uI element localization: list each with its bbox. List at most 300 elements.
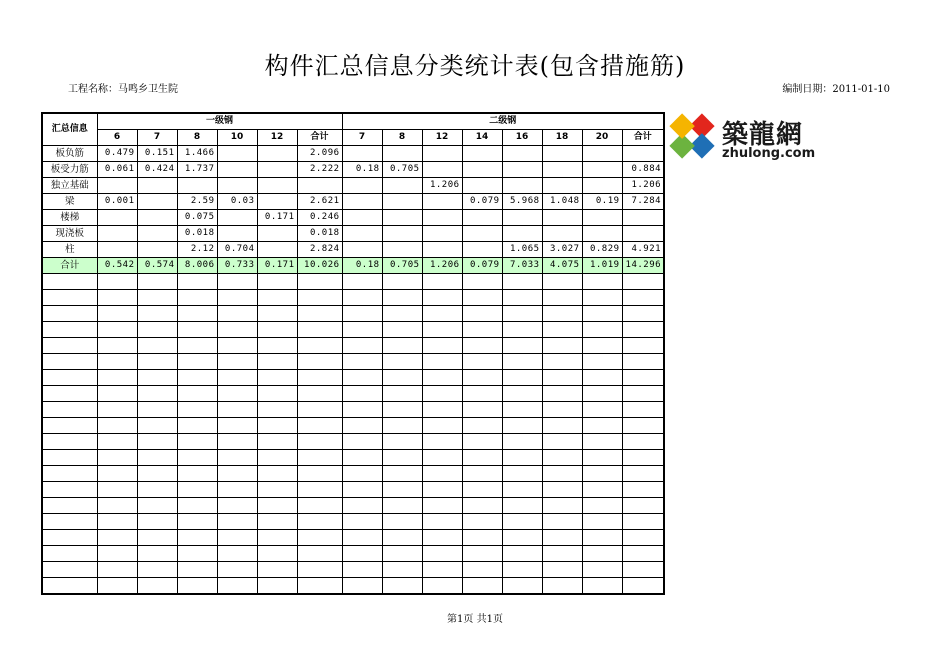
group-header-grade1: 一级钢 [97,113,342,130]
table-cell [422,162,462,178]
empty-cell [42,322,97,338]
empty-cell [422,402,462,418]
empty-cell [217,546,257,562]
empty-cell [42,290,97,306]
empty-cell [97,322,137,338]
empty-cell [137,466,177,482]
table-cell: 0.018 [297,226,342,242]
table-cell [97,226,137,242]
empty-cell [177,322,217,338]
empty-cell [97,370,137,386]
table-cell: 0.733 [217,258,257,274]
table-row [42,210,664,226]
table-cell [462,242,502,258]
empty-cell [502,274,542,290]
empty-cell [137,290,177,306]
empty-cell [42,274,97,290]
table-cell [582,226,622,242]
empty-cell [422,370,462,386]
empty-cell [462,482,502,498]
empty-cell [297,514,342,530]
empty-cell [622,370,664,386]
table-cell: 0.705 [382,258,422,274]
empty-cell [97,482,137,498]
column-header: 7 [342,130,382,146]
table-cell [342,210,382,226]
table-cell [422,226,462,242]
table-cell [542,178,582,194]
empty-cell [542,514,582,530]
table-cell [582,210,622,226]
empty-cell [622,498,664,514]
empty-cell [297,450,342,466]
empty-cell [382,498,422,514]
table-cell: 0.03 [217,194,257,210]
empty-cell [542,482,582,498]
table-cell [462,146,502,162]
table-cell [257,226,297,242]
empty-cell [382,562,422,578]
table-cell: 1.206 [622,178,664,194]
empty-cell [542,450,582,466]
table-cell: 0.542 [97,258,137,274]
table-cell [622,146,664,162]
table-cell: 14.296 [622,258,664,274]
empty-row [42,434,664,450]
empty-row [42,466,664,482]
table-cell [502,178,542,194]
empty-cell [97,306,137,322]
logo-mark-icon [666,110,718,162]
empty-cell [622,386,664,402]
page-footer: 第1页 共1页 [447,614,503,625]
empty-cell [422,274,462,290]
empty-cell [42,434,97,450]
table-cell: 1.065 [502,242,542,258]
empty-cell [257,370,297,386]
empty-cell [542,322,582,338]
table-cell [462,178,502,194]
table-cell [342,194,382,210]
empty-row [42,418,664,434]
empty-cell [297,498,342,514]
empty-cell [502,322,542,338]
summary-table [41,112,665,595]
empty-cell [462,322,502,338]
empty-cell [297,578,342,595]
empty-cell [297,386,342,402]
empty-cell [542,434,582,450]
empty-cell [97,466,137,482]
empty-cell [622,322,664,338]
table-cell: 8.006 [177,258,217,274]
empty-cell [582,322,622,338]
empty-cell [42,338,97,354]
empty-cell [217,578,257,595]
empty-cell [542,354,582,370]
empty-cell [582,514,622,530]
table-cell: 0.079 [462,258,502,274]
empty-cell [382,418,422,434]
empty-cell [502,514,542,530]
table-cell [257,242,297,258]
empty-cell [582,274,622,290]
empty-cell [582,338,622,354]
table-cell [137,242,177,258]
empty-cell [177,386,217,402]
row-label: 梁 [42,194,97,210]
empty-cell [97,578,137,595]
empty-cell [177,578,217,595]
table-cell: 0.18 [342,258,382,274]
table-row [42,146,664,162]
table-cell: 2.621 [297,194,342,210]
table-cell [342,242,382,258]
empty-row [42,530,664,546]
table-cell [382,146,422,162]
logo-name: 築龍網 [722,120,804,150]
empty-cell [257,402,297,418]
empty-cell [382,386,422,402]
empty-cell [137,562,177,578]
empty-cell [422,306,462,322]
empty-cell [342,514,382,530]
column-header: 6 [97,130,137,146]
table-row [42,162,664,178]
table-cell [217,210,257,226]
empty-cell [297,306,342,322]
empty-cell [257,418,297,434]
empty-cell [177,498,217,514]
empty-cell [217,466,257,482]
empty-cell [257,274,297,290]
empty-cell [582,306,622,322]
empty-cell [502,498,542,514]
empty-cell [177,418,217,434]
empty-cell [342,306,382,322]
empty-cell [622,306,664,322]
empty-cell [137,498,177,514]
empty-cell [502,354,542,370]
empty-cell [97,530,137,546]
empty-cell [422,338,462,354]
empty-cell [137,418,177,434]
table-cell: 2.222 [297,162,342,178]
table-cell [542,146,582,162]
empty-cell [297,322,342,338]
row-label: 现浇板 [42,226,97,242]
compile-date: 编制日期：2011-01-10 [782,84,890,95]
table-cell [382,226,422,242]
empty-cell [582,546,622,562]
empty-cell [217,306,257,322]
table-cell [137,194,177,210]
project-name: 工程名称：马鸣乡卫生院 [68,84,178,95]
empty-cell [217,450,257,466]
empty-cell [622,402,664,418]
table-cell [257,162,297,178]
empty-cell [257,498,297,514]
empty-row [42,498,664,514]
empty-cell [502,578,542,595]
empty-cell [257,322,297,338]
empty-cell [42,402,97,418]
empty-cell [622,354,664,370]
empty-cell [42,562,97,578]
table-cell: 5.968 [502,194,542,210]
empty-cell [137,354,177,370]
empty-row [42,354,664,370]
empty-cell [257,578,297,595]
table-cell [582,178,622,194]
empty-cell [217,290,257,306]
empty-cell [462,530,502,546]
empty-cell [137,322,177,338]
empty-cell [342,498,382,514]
empty-cell [542,386,582,402]
empty-cell [257,306,297,322]
table-cell [382,242,422,258]
empty-cell [42,450,97,466]
empty-cell [422,354,462,370]
empty-cell [177,546,217,562]
table-cell: 4.075 [542,258,582,274]
empty-cell [462,498,502,514]
empty-row [42,322,664,338]
empty-cell [177,306,217,322]
table-cell [137,210,177,226]
empty-cell [297,418,342,434]
table-cell [542,226,582,242]
table-row [42,194,664,210]
empty-cell [542,370,582,386]
empty-cell [382,578,422,595]
table-cell [622,210,664,226]
empty-cell [342,530,382,546]
table-cell [582,162,622,178]
empty-cell [542,578,582,595]
empty-cell [137,482,177,498]
column-header: 14 [462,130,502,146]
empty-cell [97,434,137,450]
empty-cell [542,466,582,482]
empty-cell [462,546,502,562]
logo-site: zhulong.com [722,146,816,161]
empty-cell [622,530,664,546]
empty-cell [297,370,342,386]
empty-cell [342,578,382,595]
table-cell: 1.737 [177,162,217,178]
empty-cell [462,402,502,418]
table-cell [97,210,137,226]
empty-cell [582,450,622,466]
empty-cell [137,578,177,595]
empty-cell [42,530,97,546]
column-header: 合计 [622,130,664,146]
table-cell [382,178,422,194]
table-cell: 0.151 [137,146,177,162]
table-cell [502,210,542,226]
empty-cell [217,354,257,370]
column-header: 12 [257,130,297,146]
empty-cell [217,386,257,402]
empty-cell [542,306,582,322]
empty-cell [342,466,382,482]
empty-cell [217,338,257,354]
table-cell [542,210,582,226]
empty-cell [502,546,542,562]
empty-cell [582,530,622,546]
column-header: 20 [582,130,622,146]
empty-cell [97,498,137,514]
table-cell [422,194,462,210]
empty-cell [342,386,382,402]
table-cell [422,146,462,162]
empty-cell [462,306,502,322]
table-cell: 0.479 [97,146,137,162]
empty-cell [462,578,502,595]
table-cell [622,226,664,242]
empty-cell [42,418,97,434]
empty-cell [382,274,422,290]
empty-cell [422,482,462,498]
empty-cell [502,370,542,386]
empty-cell [382,370,422,386]
empty-cell [622,338,664,354]
table-cell: 0.424 [137,162,177,178]
empty-cell [257,466,297,482]
empty-cell [502,338,542,354]
empty-cell [462,514,502,530]
table-cell [342,178,382,194]
column-header: 8 [382,130,422,146]
empty-cell [297,274,342,290]
empty-cell [542,402,582,418]
empty-cell [582,434,622,450]
empty-cell [382,402,422,418]
empty-cell [422,450,462,466]
empty-cell [462,434,502,450]
table-row [42,178,664,194]
empty-cell [177,434,217,450]
table-cell: 0.705 [382,162,422,178]
empty-cell [297,434,342,450]
empty-cell [422,562,462,578]
empty-cell [342,290,382,306]
empty-cell [42,498,97,514]
empty-cell [502,434,542,450]
table-cell: 10.026 [297,258,342,274]
empty-cell [297,338,342,354]
empty-cell [382,530,422,546]
empty-cell [422,514,462,530]
empty-cell [382,306,422,322]
table-cell [257,146,297,162]
empty-cell [137,402,177,418]
table-cell: 0.001 [97,194,137,210]
empty-cell [97,562,137,578]
empty-cell [42,482,97,498]
empty-cell [217,514,257,530]
empty-cell [257,386,297,402]
table-cell: 7.284 [622,194,664,210]
empty-cell [342,482,382,498]
table-cell [217,226,257,242]
page-title: 构件汇总信息分类统计表(包含措施筋) [264,52,686,80]
empty-cell [542,546,582,562]
empty-cell [217,274,257,290]
empty-cell [217,562,257,578]
empty-cell [502,562,542,578]
empty-cell [137,274,177,290]
empty-cell [582,370,622,386]
empty-cell [502,386,542,402]
table-cell [502,162,542,178]
empty-cell [542,498,582,514]
empty-cell [502,530,542,546]
empty-cell [542,338,582,354]
table-cell: 0.075 [177,210,217,226]
empty-row [42,386,664,402]
empty-cell [582,562,622,578]
empty-cell [422,530,462,546]
row-label: 合计 [42,258,97,274]
empty-cell [382,338,422,354]
empty-cell [257,450,297,466]
column-header: 12 [422,130,462,146]
empty-cell [582,354,622,370]
table-cell [137,226,177,242]
empty-cell [462,386,502,402]
table-cell [97,242,137,258]
table-cell [177,178,217,194]
empty-cell [257,434,297,450]
empty-cell [422,578,462,595]
empty-cell [177,514,217,530]
table-cell: 0.171 [257,258,297,274]
empty-cell [217,530,257,546]
empty-cell [542,290,582,306]
table-cell: 0.829 [582,242,622,258]
empty-cell [257,354,297,370]
empty-cell [42,546,97,562]
empty-cell [217,482,257,498]
empty-cell [137,306,177,322]
table-cell: 0.018 [177,226,217,242]
column-header: 18 [542,130,582,146]
group-header-grade2: 二级钢 [342,113,664,130]
empty-cell [257,514,297,530]
table-cell: 0.171 [257,210,297,226]
table-cell [342,226,382,242]
table-cell: 1.466 [177,146,217,162]
empty-cell [462,290,502,306]
empty-cell [382,546,422,562]
empty-cell [342,434,382,450]
empty-cell [42,578,97,595]
table-cell: 1.206 [422,178,462,194]
empty-cell [462,450,502,466]
table-cell: 1.019 [582,258,622,274]
corner-header: 汇总信息 [42,113,97,146]
total-row [42,258,664,274]
empty-cell [137,338,177,354]
zhulong-logo [666,108,816,166]
empty-cell [502,450,542,466]
empty-cell [97,546,137,562]
empty-cell [217,370,257,386]
empty-cell [177,450,217,466]
